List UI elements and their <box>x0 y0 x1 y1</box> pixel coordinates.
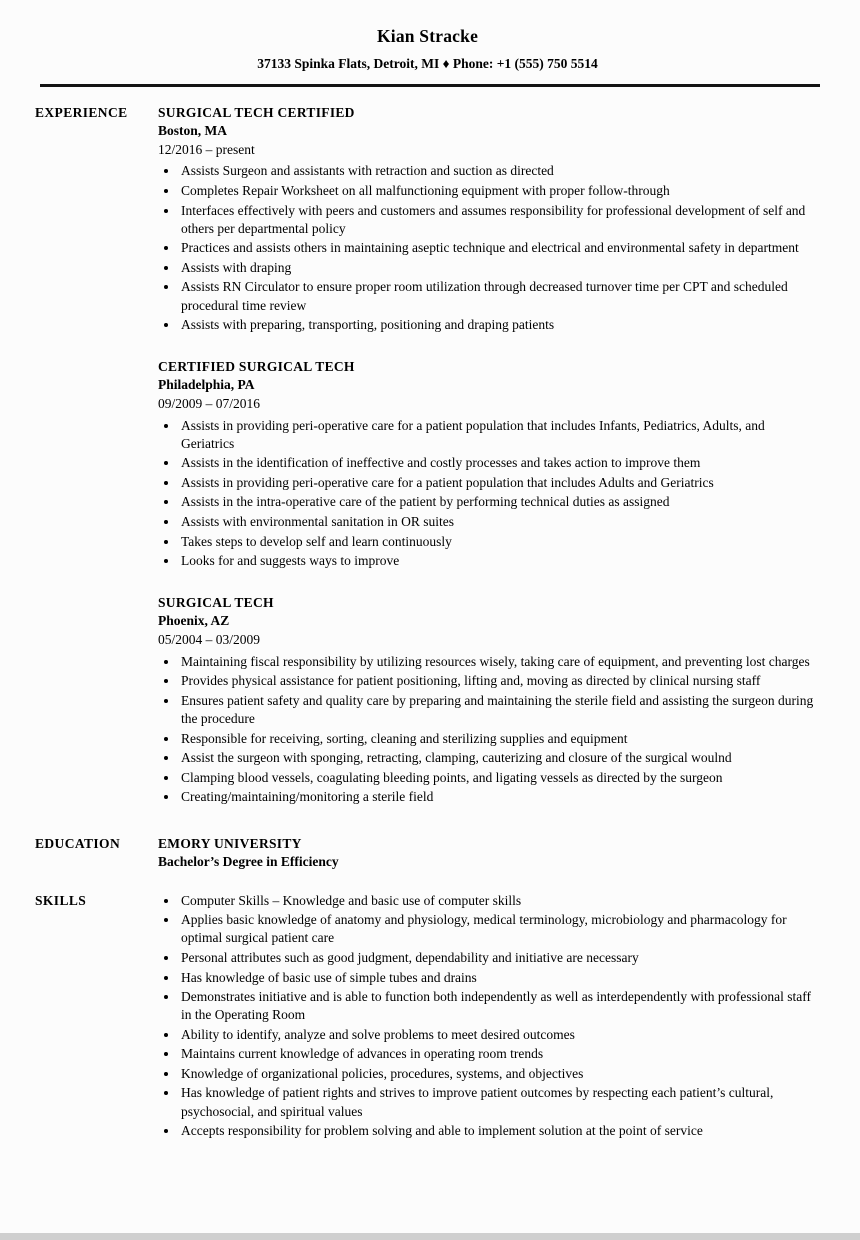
job-dates: 12/2016 – present <box>158 141 255 157</box>
job-title: SURGICAL TECH <box>158 595 274 611</box>
bullet-item: • Assists in the intra-operative care of the patient by performing technical duties as assigned <box>179 493 820 511</box>
bullet-item: • Ability to identify, analyze and solve problems to meet desired outcomes <box>179 1026 820 1044</box>
job-entry <box>158 358 820 570</box>
bullet-item: • Assists with preparing, transporting, positioning and draping patients <box>179 316 820 334</box>
skills-content <box>158 892 820 1142</box>
education-content <box>158 835 820 872</box>
bullet-item: • Assists Surgeon and assistants with retraction and suction as directed <box>179 162 820 180</box>
bullet-item: • Clamping blood vessels, coagulating bleeding points, and ligating vessels as directed by the surgeon <box>179 769 820 787</box>
bullet-item: • Assist the surgeon with sponging, retracting, clamping, cauterizing and closure of the surgical woulnd <box>179 749 820 767</box>
bullet-item: • Assists with environmental sanitation in OR suites <box>179 513 820 531</box>
job-bullets <box>158 162 820 334</box>
job-location: Philadelphia, PA <box>158 377 255 393</box>
bullet-item: • Maintains current knowledge of advances in operating room trends <box>179 1045 820 1063</box>
job-location: Phoenix, AZ <box>158 613 230 629</box>
header-divider <box>40 84 820 87</box>
bullet-item: • Assists RN Circulator to ensure proper room utilization through decreased turnover time per CPT and scheduled procedural time review <box>179 278 820 314</box>
bullet-item: • Provides physical assistance for patient positioning, lifting and, moving as directed by clinical nursing staff <box>179 672 820 690</box>
bullet-item: • Has knowledge of patient rights and strives to improve patient outcomes by respecting each patient’s cultural, psychosocial, and spiritual values <box>179 1084 820 1120</box>
bullet-item: • Ensures patient safety and quality care by preparing and maintaining the sterile field and assisting the surgeon during the procedure <box>179 692 820 728</box>
experience-section <box>35 104 820 808</box>
bullet-item: • Practices and assists others in maintaining aseptic technique and electrical and environmental safety in department <box>179 239 820 257</box>
bullet-item: • Computer Skills – Knowledge and basic use of computer skills <box>179 892 820 910</box>
bullet-item: • Applies basic knowledge of anatomy and physiology, medical terminology, microbiology and pharmacology for optimal surgical patient care <box>179 911 820 947</box>
bullet-item: • Assists in the identification of ineffective and costly processes and takes action to improve them <box>179 454 820 472</box>
education-section <box>35 835 820 872</box>
school-name: EMORY UNIVERSITY <box>158 835 302 851</box>
contact-line: 37133 Spinka Flats, Detroit, MI ♦ Phone: +1 (555) 750 5514 <box>257 56 598 71</box>
education-label: EDUCATION <box>35 835 121 851</box>
experience-label: EXPERIENCE <box>35 105 128 120</box>
job-title: CERTIFIED SURGICAL TECH <box>158 359 355 375</box>
job-title: SURGICAL TECH CERTIFIED <box>158 105 355 120</box>
job-dates: 09/2009 – 07/2016 <box>158 396 261 412</box>
bullet-item: • Takes steps to develop self and learn continuously <box>179 533 820 551</box>
resume-header <box>35 26 820 87</box>
bullet-item: • Creating/maintaining/monitoring a sterile field <box>179 788 820 806</box>
skills-section <box>35 892 820 1142</box>
bullet-item: • Completes Repair Worksheet on all malfunctioning equipment with proper follow-through <box>179 182 820 200</box>
job-entry <box>158 594 820 806</box>
job-bullets <box>158 653 820 807</box>
bullet-item: • Interfaces effectively with peers and customers and assumes responsibility for professional development of self and others per departmental policy <box>179 202 820 238</box>
bullet-item: • Looks for and suggests ways to improve <box>179 552 820 570</box>
bullet-item: • Assists in providing peri-operative care for a patient population that includes Infants, Pediatrics, Adults, and Geriatrics <box>179 417 820 453</box>
job-entry <box>158 104 820 334</box>
bullet-item: • Assists in providing peri-operative care for a patient population that includes Adults and Geriatrics <box>179 474 820 492</box>
bullet-item: • Personal attributes such as good judgment, dependability and initiative are necessary <box>179 949 820 967</box>
bullet-item: • Demonstrates initiative and is able to function both independently as well as interdependently with professional staff in the Operating Room <box>179 988 820 1024</box>
job-dates: 05/2004 – 03/2009 <box>158 632 261 648</box>
bullet-item: • Has knowledge of basic use of simple tubes and drains <box>179 969 820 987</box>
bullet-item: • Responsible for receiving, sorting, cleaning and sterilizing supplies and equipment <box>179 730 820 748</box>
bullet-item: • Accepts responsibility for problem solving and able to implement solution at the point of service <box>179 1122 820 1140</box>
bullet-item: • Assists with draping <box>179 259 820 277</box>
job-bullets <box>158 417 820 571</box>
experience-content <box>158 104 820 808</box>
skills-bullets <box>158 892 820 1141</box>
degree-name: Bachelor’s Degree in Efficiency <box>158 854 339 870</box>
bullet-item: • Knowledge of organizational policies, procedures, systems, and objectives <box>179 1065 820 1083</box>
candidate-name: Kian Stracke <box>376 26 479 46</box>
page-edge <box>0 1233 860 1240</box>
job-location: Boston, MA <box>158 123 228 139</box>
skills-label: SKILLS <box>35 892 87 908</box>
bullet-item: • Maintaining fiscal responsibility by utilizing resources wisely, taking care of equipment, and preventing lost charges <box>179 653 820 671</box>
